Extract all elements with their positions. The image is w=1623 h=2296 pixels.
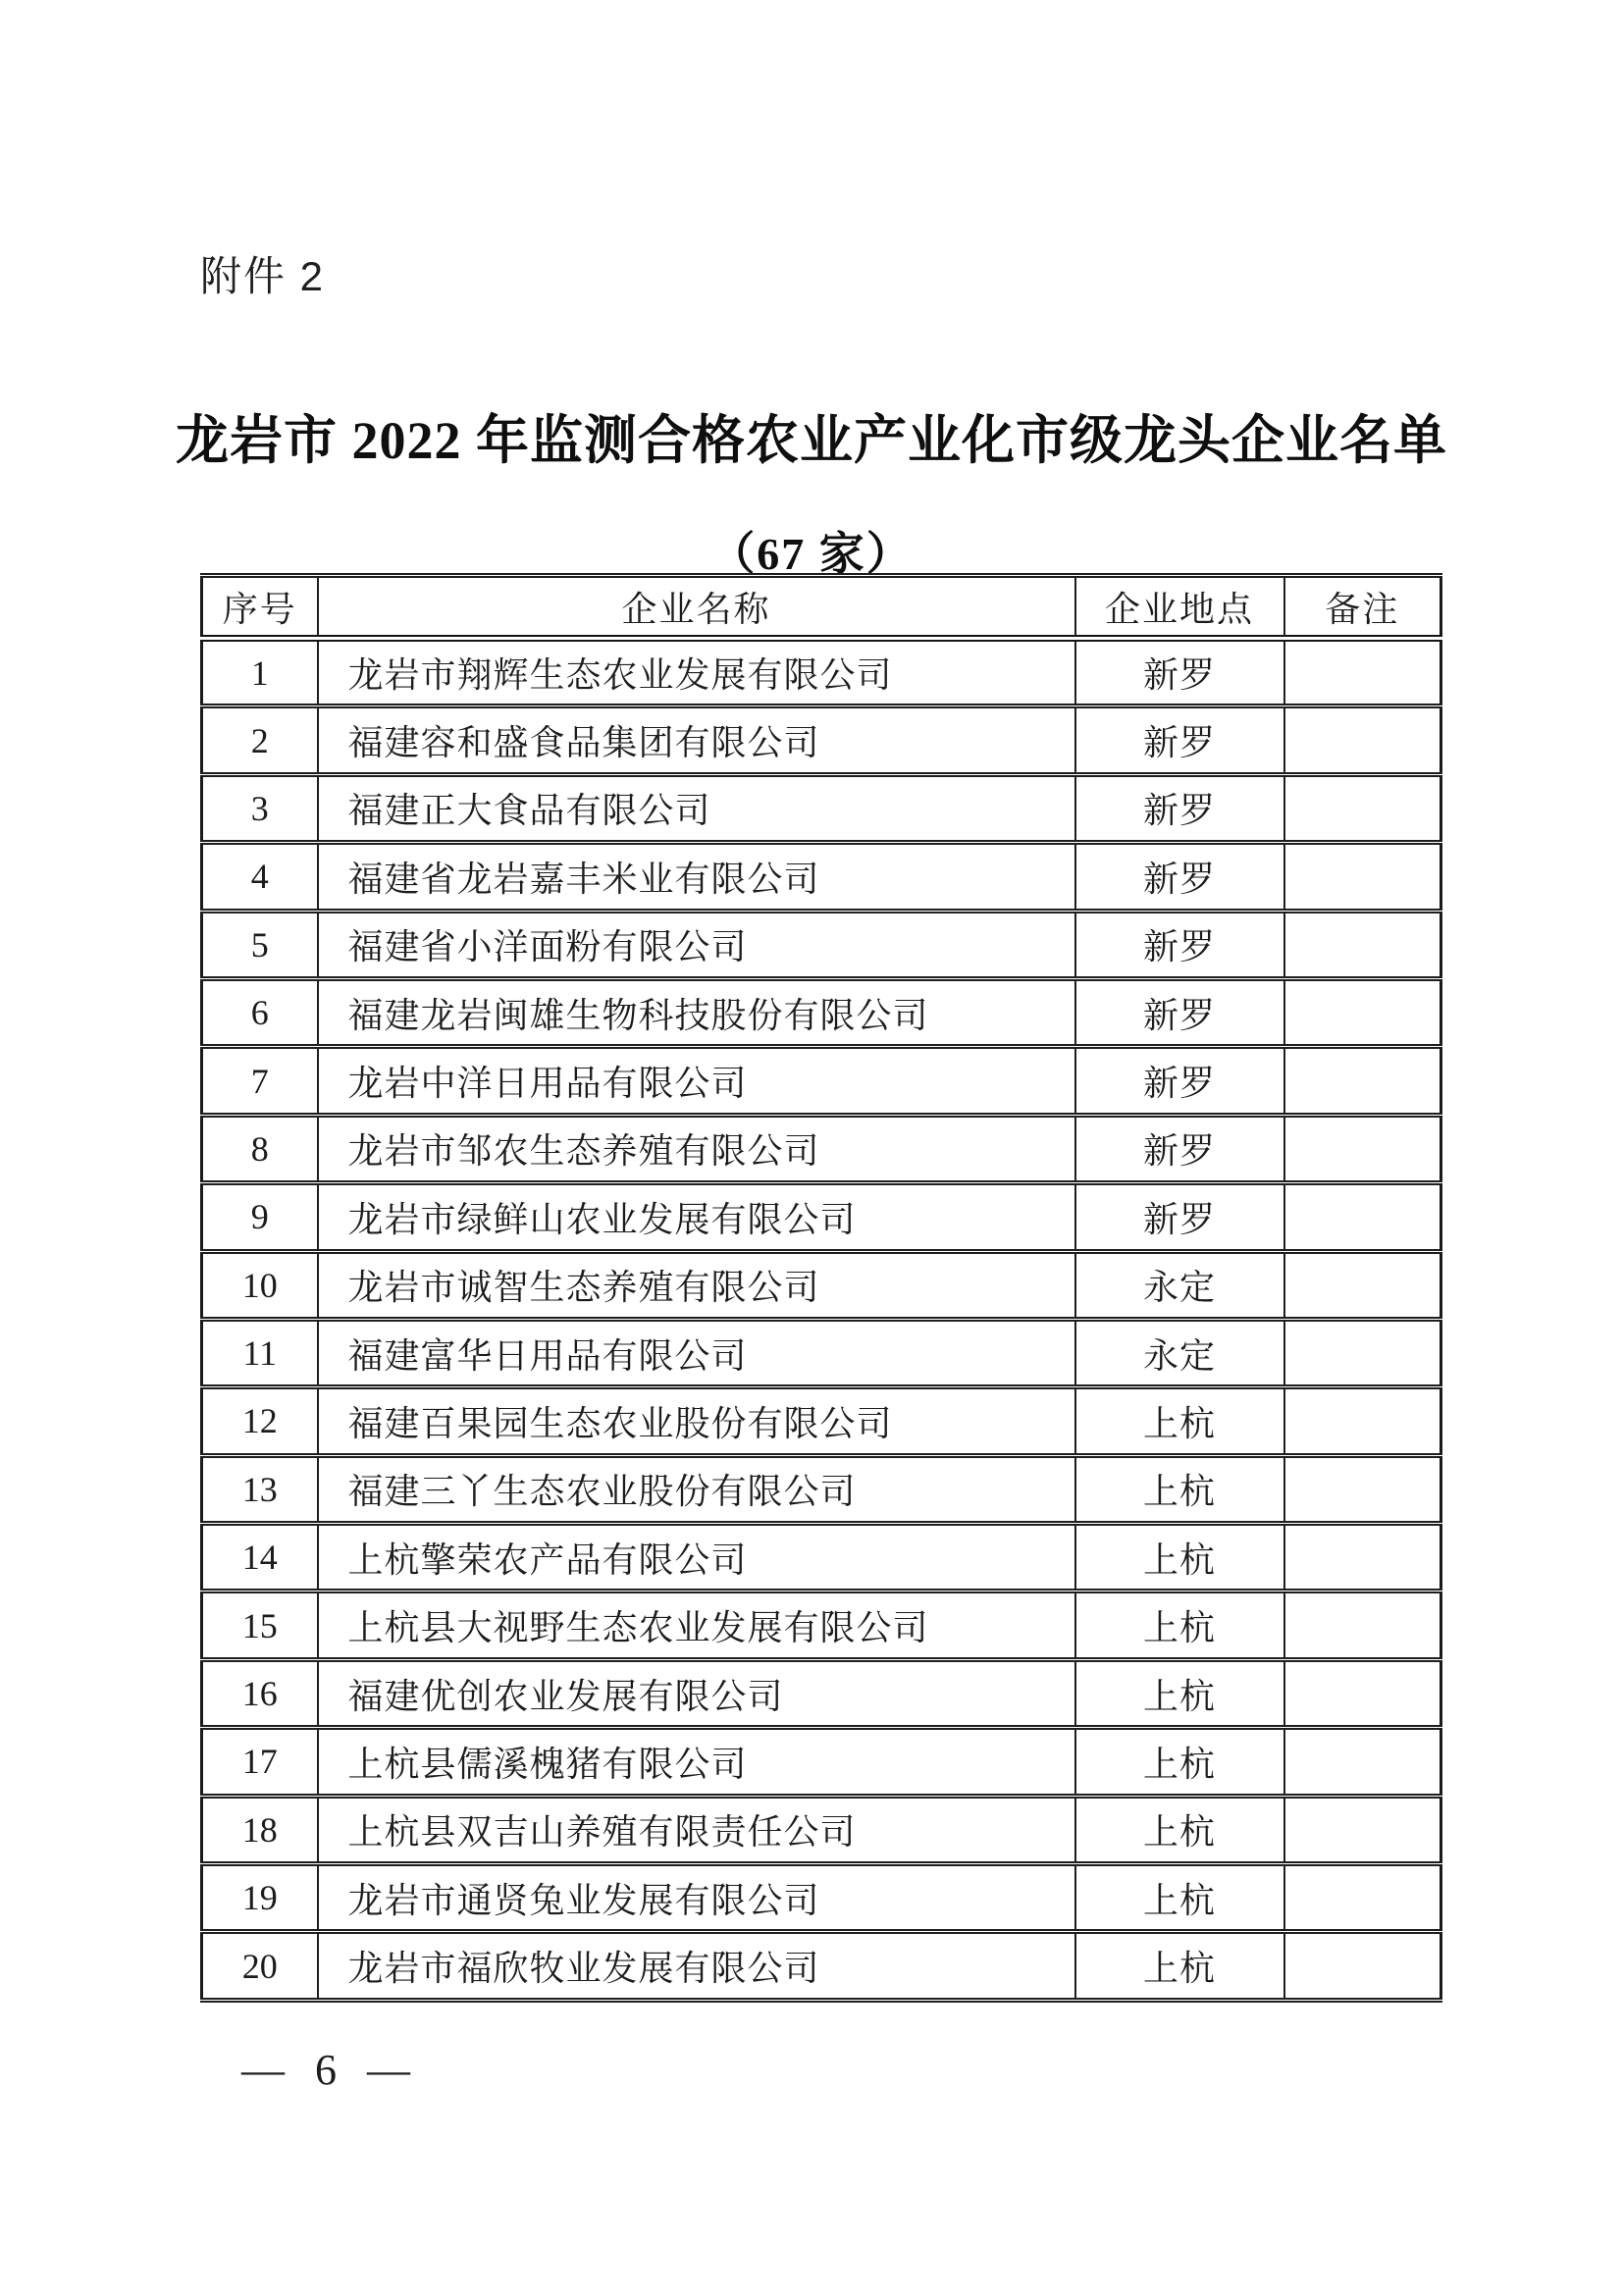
attachment-label: 附件 2	[200, 253, 326, 299]
cell-location: 新罗	[1075, 706, 1284, 774]
cell-remark	[1284, 1455, 1441, 1523]
cell-remark	[1284, 1932, 1441, 2000]
cell-remark	[1284, 639, 1441, 706]
cell-no: 18	[202, 1796, 318, 1863]
table-row	[202, 1728, 1441, 1796]
cell-name: 龙岩市通贤兔业发展有限公司	[318, 1864, 1075, 1932]
table-body	[202, 639, 1441, 2001]
cell-remark	[1284, 706, 1441, 774]
cell-no: 3	[202, 774, 318, 842]
cell-location: 上杭	[1075, 1592, 1284, 1659]
cell-name: 福建容和盛食品集团有限公司	[318, 706, 1075, 774]
table-row	[202, 706, 1441, 774]
cell-name: 福建富华日用品有限公司	[318, 1319, 1075, 1386]
cell-no: 10	[202, 1251, 318, 1319]
cell-remark	[1284, 911, 1441, 978]
cell-location: 永定	[1075, 1251, 1284, 1319]
cell-location: 新罗	[1075, 911, 1284, 978]
table-row	[202, 1524, 1441, 1592]
cell-location: 上杭	[1075, 1659, 1284, 1727]
table-row	[202, 1659, 1441, 1727]
table-row	[202, 1592, 1441, 1659]
cell-location: 上杭	[1075, 1387, 1284, 1455]
cell-no: 14	[202, 1524, 318, 1592]
cell-location: 新罗	[1075, 1183, 1284, 1251]
table-row	[202, 1387, 1441, 1455]
cell-location: 上杭	[1075, 1796, 1284, 1863]
cell-remark	[1284, 1524, 1441, 1592]
col-header-name: 企业名称	[318, 576, 1075, 639]
cell-remark	[1284, 1387, 1441, 1455]
cell-no: 13	[202, 1455, 318, 1523]
table-row	[202, 843, 1441, 911]
cell-remark	[1284, 1251, 1441, 1319]
cell-name: 福建三丫生态农业股份有限公司	[318, 1455, 1075, 1523]
cell-location: 上杭	[1075, 1728, 1284, 1796]
table-row	[202, 1455, 1441, 1523]
table-row	[202, 911, 1441, 978]
cell-remark	[1284, 1864, 1441, 1932]
cell-name: 龙岩市邹农生态养殖有限公司	[318, 1115, 1075, 1182]
cell-no: 2	[202, 706, 318, 774]
col-header-no: 序号	[202, 576, 318, 639]
cell-location: 新罗	[1075, 978, 1284, 1046]
col-header-location: 企业地点	[1075, 576, 1284, 639]
cell-name: 龙岩市翔辉生态农业发展有限公司	[318, 639, 1075, 706]
col-header-remark: 备注	[1284, 576, 1441, 639]
cell-location: 新罗	[1075, 774, 1284, 842]
cell-no: 16	[202, 1659, 318, 1727]
cell-remark	[1284, 1115, 1441, 1182]
cell-name: 上杭县大视野生态农业发展有限公司	[318, 1592, 1075, 1659]
cell-name: 龙岩中洋日用品有限公司	[318, 1047, 1075, 1115]
table-row	[202, 1251, 1441, 1319]
cell-no: 6	[202, 978, 318, 1046]
cell-name: 龙岩市绿鲜山农业发展有限公司	[318, 1183, 1075, 1251]
cell-no: 19	[202, 1864, 318, 1932]
table-header-row	[202, 576, 1441, 639]
table-row	[202, 1319, 1441, 1386]
cell-name: 龙岩市福欣牧业发展有限公司	[318, 1932, 1075, 2000]
cell-location: 上杭	[1075, 1932, 1284, 2000]
cell-no: 17	[202, 1728, 318, 1796]
cell-location: 新罗	[1075, 843, 1284, 911]
cell-no: 5	[202, 911, 318, 978]
cell-name: 福建正大食品有限公司	[318, 774, 1075, 842]
cell-location: 新罗	[1075, 639, 1284, 706]
cell-no: 12	[202, 1387, 318, 1455]
table-row	[202, 978, 1441, 1046]
cell-no: 1	[202, 639, 318, 706]
cell-name: 上杭擎荣农产品有限公司	[318, 1524, 1075, 1592]
cell-remark	[1284, 843, 1441, 911]
cell-remark	[1284, 1592, 1441, 1659]
cell-name: 上杭县儒溪槐猪有限公司	[318, 1728, 1075, 1796]
table-row	[202, 1115, 1441, 1182]
cell-remark	[1284, 774, 1441, 842]
cell-no: 7	[202, 1047, 318, 1115]
table-header	[202, 576, 1441, 639]
cell-remark	[1284, 978, 1441, 1046]
cell-name: 龙岩市诚智生态养殖有限公司	[318, 1251, 1075, 1319]
cell-no: 15	[202, 1592, 318, 1659]
cell-location: 新罗	[1075, 1047, 1284, 1115]
document-title: 龙岩市 2022 年监测合格农业产业化市级龙头企业名单	[176, 411, 1447, 470]
cell-remark	[1284, 1728, 1441, 1796]
cell-no: 20	[202, 1932, 318, 2000]
enterprise-table-container	[200, 573, 1442, 2003]
cell-name: 福建省小洋面粉有限公司	[318, 911, 1075, 978]
cell-remark	[1284, 1659, 1441, 1727]
table-row	[202, 774, 1441, 842]
cell-no: 11	[202, 1319, 318, 1386]
enterprise-table	[200, 573, 1442, 2003]
page-number: — 6 —	[241, 2046, 420, 2094]
table-row	[202, 1932, 1441, 2000]
cell-remark	[1284, 1796, 1441, 1863]
cell-name: 福建省龙岩嘉丰米业有限公司	[318, 843, 1075, 911]
cell-remark	[1284, 1319, 1441, 1386]
table-row	[202, 1796, 1441, 1863]
cell-remark	[1284, 1047, 1441, 1115]
cell-location: 上杭	[1075, 1455, 1284, 1523]
cell-location: 上杭	[1075, 1524, 1284, 1592]
table-row	[202, 639, 1441, 706]
cell-location: 上杭	[1075, 1864, 1284, 1932]
cell-name: 福建优创农业发展有限公司	[318, 1659, 1075, 1727]
cell-no: 4	[202, 843, 318, 911]
table-row	[202, 1183, 1441, 1251]
cell-name: 福建龙岩闽雄生物科技股份有限公司	[318, 978, 1075, 1046]
cell-no: 9	[202, 1183, 318, 1251]
cell-location: 永定	[1075, 1319, 1284, 1386]
cell-remark	[1284, 1183, 1441, 1251]
table-row	[202, 1864, 1441, 1932]
document-subtitle: （67 家）	[709, 529, 914, 579]
cell-location: 新罗	[1075, 1115, 1284, 1182]
cell-name: 上杭县双吉山养殖有限责任公司	[318, 1796, 1075, 1863]
table-row	[202, 1047, 1441, 1115]
cell-name: 福建百果园生态农业股份有限公司	[318, 1387, 1075, 1455]
cell-no: 8	[202, 1115, 318, 1182]
